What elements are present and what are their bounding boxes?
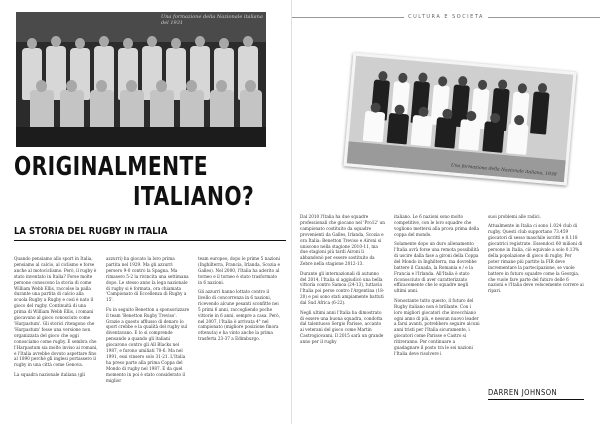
paragraph: Attualmente in Italia ci sono 1.024 club di rugby. Questi club supportano 73.459 giocatori di sesso maschile iscritti e 8.118 giocatrici registrate. Essendoci 60 milioni di persone in Italia, ciò equivale a solo 0.13% della popolazione di gioco di rugby. Per poter rimane più partite la FIR deve incrementare la partecipazione, se vuole battere in futuro squadre come la Georgia, che vuole fare parte del futuro delle 6 nazioni e l'Italia deve velocemente correre ai ripari. (488, 223, 584, 294)
running-head: CULTURA E SOCIETA (408, 14, 484, 20)
author-rule (488, 399, 584, 400)
section-subheading: LA STORIA DEL RUGBY IN ITALIA (14, 226, 168, 237)
text-column-3 (198, 256, 282, 346)
paragraph: Fu in seguito Benetton a sponsorizzare il team 'Benetton Rugby Treviso'. Grazie a questo afflusso di denaro lo sport crebbe e la qualità del rugby sul diventavano. E lo si comprende pensando a quando gli italiani giocarono contro gli All Blacks nel 1987, e furono umiliati 70-6. Ma nel 1991, essi vinsero solo 31-21. L'Italia ha preso parte alla prima Coppa del Mondo di rugby nel 1987. E da quel momento in poi è stato considerato il miglior (106, 306, 190, 383)
paragraph: Nonostante tutto questo, il futuro del Rugby italiano non è brillante. Con i loro migliori giocatori che invecchiano ogni anno di più, e nessun nuovo leader a farsi avanti, potrebbero seguire alcuni anni tristi per l'Italia sicuramente, i giocatori come Parisse e Castro si ritireranno. Per continuare a guadagnare il posto tra le sei nazioni l'Italia deve risolvere i (394, 297, 480, 356)
photo-caption: Una formazione della Nazionale italiana, 1938 (450, 163, 557, 178)
subheading-rule (14, 240, 286, 241)
paragraph: Dal 2010 l'Italia ha due squadre professionali che giocano nel 'Pro12' un campionato costituito da squadre provenienti da Galles, Irlanda, Scozia e ora Italia: Benetton Treviso e Aironi si uniscono nella stagione 2010-11, ma due stagioni più tardi Aironi li abbandonò per essere sostituito da Zebre nella stagione 2012-13. (300, 214, 385, 267)
paragraph: azzurri) ha giocato la loro prima partita nel 1929. Ma gli azzurri persero 9-0 contro la Spagna. Ma rimasero 5-2 la rivincita una settimana dopo. Le stesso anno la lega nazionale di rugby si è formata, ora chiamata 'Campionato di Eccellenza di Rugby a 15'. (106, 256, 189, 303)
paragraph: Solamente dopo un duro allenamento l'Italia avrà forse una remota possibilità di uscire dalla fase a gironi della Coppa del Mondo in Inghilterra, ma dovrebbe battere il Canada, la Romania e / e la Francia e l'Irlanda. All'Italia è stato riconosciuto di aver caratterizzato efficacemente che le squadre negli ultimi anni. (394, 241, 479, 294)
title-line-2: ITALIANO? (133, 182, 255, 212)
text-column-5 (394, 214, 480, 360)
paragraph: italiano. Le 6 nazioni sono molto competitive, con le loro squadre che vogliono mettersi alla prova prima della coppa del mondo. (394, 214, 479, 237)
text-column-6 (488, 214, 584, 298)
author-byline: DARREN JOHNSON (488, 388, 558, 397)
team-photo-tilted (343, 52, 576, 185)
paragraph: Quando pensiamo allo sport in Italia, pensiamo al calcio, al ciclismo e forse anche al motociclismo. Però, il rugby è stato inventato in Italia? Forse molte persone conoscono la storia di come William Webb Ellis, raccolse la palla durante una partita di calcio alla scuola Rugby a Rugby e così è nato il gioco del rugby. Continuità di una prima di William Webb Ellis, i romani giocavano al gioco conosciuto come 'Harpastum'. Gli storici ritengono che 'Harpastum' fosse una versione non organizzata del gioco che oggi conosciamo come rugby. E sembra che l'Harpastum sia molto inviso ai romani, e l'Italia avrebbe dovuto aspettare fino al 1890 perché gli inglesi portassero il rugby in una città come Genova. (14, 256, 98, 368)
paragraph: Negli ultimi anni l'Italia ha dimostrato di essere una buona squadra, condotta dal talentuoso Sergio Parisse, accanto ai veterani del gioco come Martin Castrogiovanni. Il 2015 sarà un grande anno per il rugby (300, 309, 384, 345)
right-page (292, 0, 600, 424)
photo-caption: Una formazione della Nazionale italiana del 1931 (161, 14, 263, 26)
paragraph: Gli azzurri hanno lottato contro il livello di concorrenza in 6 nazioni, ricevendo alcune pesanti sconfitte nei 5 primi 6 anni, raccogliendo poche vittorie in 6 anni, sempre a casa. Però, nel 2007, l'Italia è arrivata 4° nel campionato (migliore posizione finora ottenuta) e ha vinto anche la prima trasferta 23-37 a Edimburgo. (198, 289, 281, 342)
paragraph: suoi problemi alle radici. (488, 214, 541, 219)
text-column-1 (14, 256, 98, 381)
team-photo-1931 (16, 12, 266, 147)
paragraph: team europeo, dopo le prime 5 nazioni (Inghilterra, Francia, Irlanda, Scozia e Galles). Nel 2000, l'Italia ha aderito al torneo e il torneo è stato trasformato in 6 nazioni. (198, 256, 280, 285)
paragraph: La squadra nazionale italiana (gli (14, 371, 85, 377)
paragraph: Durante gli internazionali di autunno del 2014, l'Italia si aggiudicò una bella vittoria contro Samoa (24-13), tuttavia l'Italia poi perse contro l'Argentina (18-20) e poi sono stati ampiamente battuti dal Sud Africa (6-22). (300, 270, 385, 306)
text-column-2 (106, 256, 190, 387)
title-line-1: ORIGINALMENTE (14, 152, 208, 182)
running-head-rule (488, 17, 600, 18)
text-column-4 (300, 214, 386, 349)
left-page (0, 0, 292, 424)
